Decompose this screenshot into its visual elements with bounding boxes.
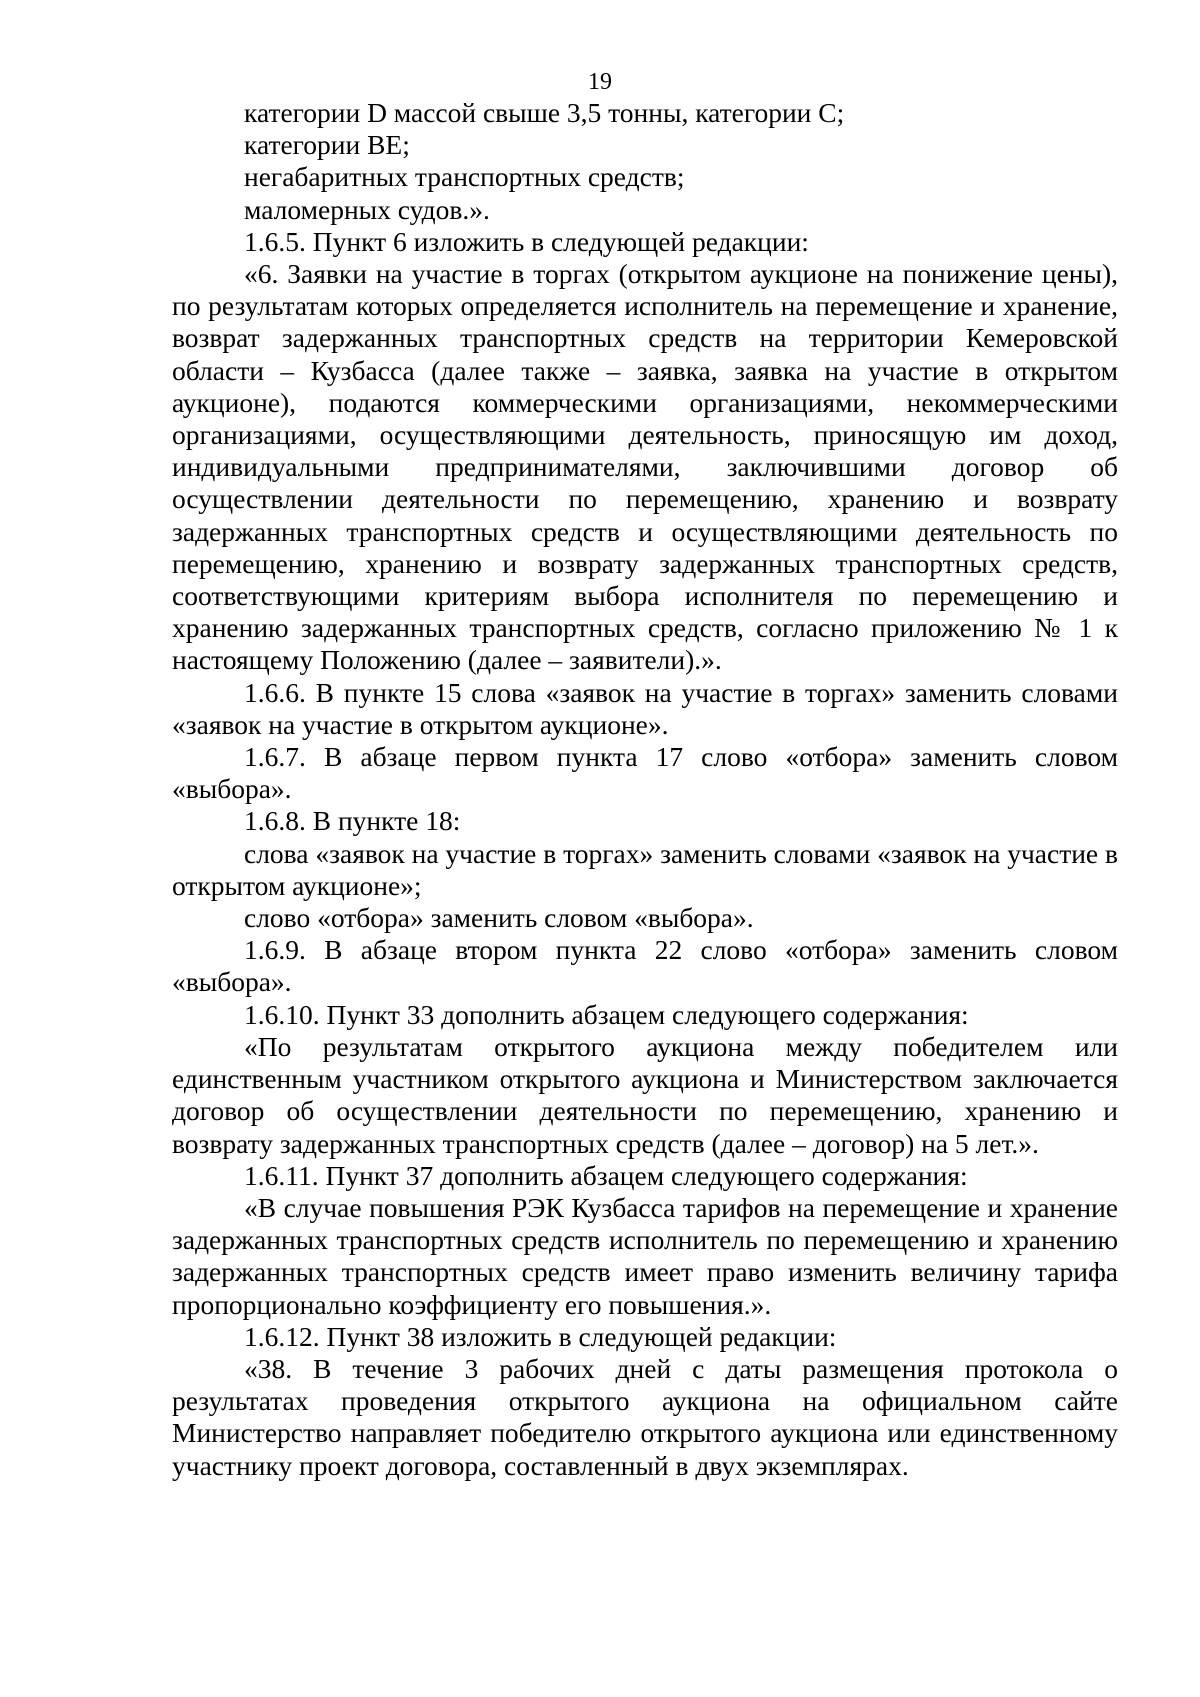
paragraph-1-6-11: 1.6.11. Пункт 37 дополнить абзацем следующего содержания:: [244, 1159, 968, 1191]
document-body: [172, 97, 1118, 1482]
paragraph-1-6-9: 1.6.9. В абзаце втором пункта 22 слово «отбора» заменить словом «выбора».: [172, 934, 1118, 998]
paragraph-small-vessels: маломерных судов.».: [244, 193, 490, 225]
paragraph-1-6-10: 1.6.10. Пункт 33 дополнить абзацем следующего содержания:: [244, 998, 969, 1030]
paragraph-category-d: категории D массой свыше 3,5 тонны, категории С;: [244, 97, 845, 128]
paragraph-1-6-8: 1.6.8. В пункте 18:: [244, 805, 461, 837]
paragraph-1-6-5: 1.6.5. Пункт 6 изложить в следующей редакции:: [244, 225, 809, 257]
paragraph-item-33-addition: «По результатам открытого аукциона между победителем или единственным участником открытого аукциона и Министерством заключается договор об осуществлении деятельности по перемещению, хранению и возврату задержанных транспортных средств (далее – договор) на 5 лет.».: [172, 1030, 1118, 1159]
paragraph-1-6-6: 1.6.6. В пункте 15 слова «заявок на участие в торгах» заменить словами «заявок на участие в открытом аукционе».: [172, 676, 1118, 740]
paragraph-category-be: категории ВЕ;: [244, 129, 410, 161]
paragraph-1-6-8-words: слова «заявок на участие в торгах» заменить словами «заявок на участие в открытом аукционе»;: [172, 837, 1118, 901]
paragraph-1-6-12: 1.6.12. Пункт 38 изложить в следующей редакции:: [244, 1320, 837, 1352]
paragraph-item-6: «6. Заявки на участие в торгах (открытом аукционе на понижение цены), по результатам которых определяется исполнитель на перемещение и хранение, возврат задержанных транспортных средств на территории Кемеровской области – Кузбасса (далее также – заявка, заявка на участие в открытом аукционе), подаются коммерческими организациями, некоммерческими организациями, осуществляющими деятельность, приносящую им доход, индивидуальными предпринимателями, заключившими договор об осуществлении деятельности по перемещению, хранению и возврату задержанных транспортных средств и осуществляющими деятельность по перемещению, хранению и возврату задержанных транспортных средств, соответствующими критериям выбора исполнителя по перемещению и хранению задержанных транспортных средств, согласно приложению № 1 к настоящему Положению (далее – заявители).».: [172, 258, 1118, 676]
paragraph-1-6-7: 1.6.7. В абзаце первом пункта 17 слово «отбора» заменить словом «выбора».: [172, 741, 1118, 805]
page-number: 19: [588, 69, 612, 95]
paragraph-1-6-8-word: слово «отбора» заменить словом «выбора».: [244, 902, 754, 934]
paragraph-oversized-vehicles: негабаритных транспортных средств;: [244, 161, 685, 193]
paragraph-item-38: «38. В течение 3 рабочих дней с даты размещения протокола о результатах проведения открытого аукциона на официальном сайте Министерство направляет победителю открытого аукциона или единственному участнику проект договора, составленный в двух экземплярах.: [172, 1352, 1118, 1481]
paragraph-item-37-addition: «В случае повышения РЭК Кузбасса тарифов на перемещение и хранение задержанных транспортных средств исполнитель по перемещению и хранению задержанных транспортных средств имеет право изменить величину тарифа пропорционально коэффициенту его повышения.».: [172, 1191, 1118, 1320]
